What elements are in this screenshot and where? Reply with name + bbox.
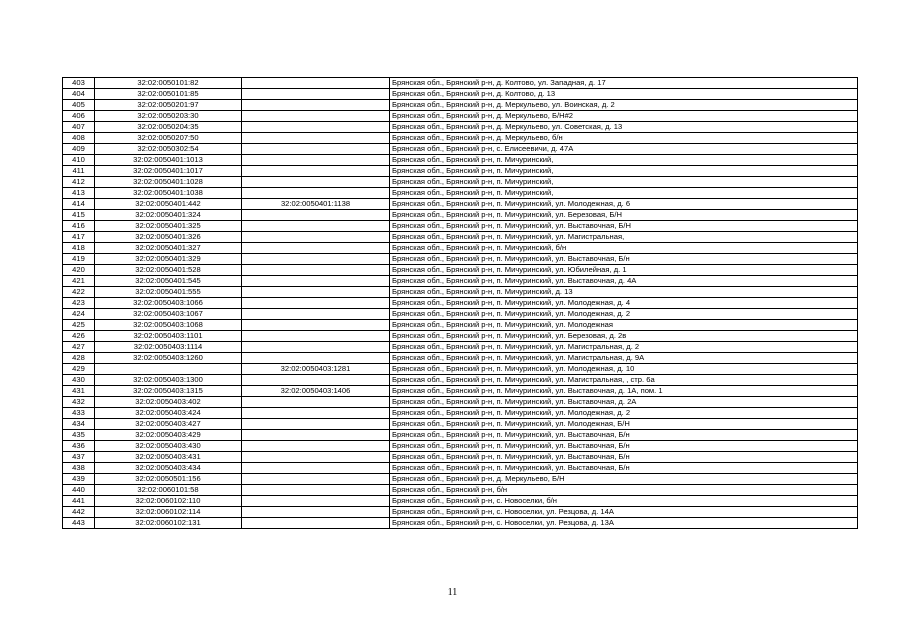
second-cadastral-number-cell: 32:02:0050401:1138: [242, 199, 390, 210]
second-cadastral-number-cell: [242, 518, 390, 529]
address-cell: Брянская обл., Брянский р-н, п. Мичуринский, д. 13: [390, 287, 858, 298]
row-number-cell: 411: [63, 166, 95, 177]
address-cell: Брянская обл., Брянский р-н, д. Меркульево, Б/Н#2: [390, 111, 858, 122]
table-row: [63, 177, 858, 188]
table-row: [63, 298, 858, 309]
address-cell: Брянская обл., Брянский р-н, п. Мичуринский, ул. Березовая, д. 2в: [390, 331, 858, 342]
second-cadastral-number-cell: [242, 331, 390, 342]
row-number-cell: 419: [63, 254, 95, 265]
address-cell: Брянская обл., Брянский р-н, п. Мичуринский, ул. Выставочная, Б/н: [390, 254, 858, 265]
address-cell: Брянская обл., Брянский р-н, п. Мичуринский, ул. Выставочная, д. 1А, пом. 1: [390, 386, 858, 397]
second-cadastral-number-cell: [242, 89, 390, 100]
row-number-cell: 442: [63, 507, 95, 518]
row-number-cell: 426: [63, 331, 95, 342]
table-row: [63, 78, 858, 89]
table-row: [63, 122, 858, 133]
cadastral-number-cell: 32:02:0050403:424: [95, 408, 242, 419]
second-cadastral-number-cell: [242, 221, 390, 232]
cadastral-number-cell: 32:02:0050302:54: [95, 144, 242, 155]
address-cell: Брянская обл., Брянский р-н, п. Мичуринский, ул. Выставочная, Б/Н: [390, 221, 858, 232]
second-cadastral-number-cell: [242, 144, 390, 155]
table-row: [63, 144, 858, 155]
table-row: [63, 133, 858, 144]
address-cell: Брянская обл., Брянский р-н, п. Мичуринский, ул. Молодежная, д. 4: [390, 298, 858, 309]
row-number-cell: 438: [63, 463, 95, 474]
cadastral-number-cell: 32:02:0050401:545: [95, 276, 242, 287]
table-row: [63, 89, 858, 100]
address-cell: Брянская обл., Брянский р-н, п. Мичуринский, ул. Выставочная, д. 4А: [390, 276, 858, 287]
table-row: [63, 331, 858, 342]
cadastral-number-cell: 32:02:0060102:110: [95, 496, 242, 507]
second-cadastral-number-cell: [242, 452, 390, 463]
address-cell: Брянская обл., Брянский р-н, п. Мичуринский, б/н: [390, 243, 858, 254]
row-number-cell: 418: [63, 243, 95, 254]
row-number-cell: 441: [63, 496, 95, 507]
address-cell: Брянская обл., Брянский р-н, д. Колтово, ул. Западная, д. 17: [390, 78, 858, 89]
address-cell: Брянская обл., Брянский р-н, п. Мичуринский, ул. Молодежная: [390, 320, 858, 331]
cadastral-number-cell: 32:02:0050403:434: [95, 463, 242, 474]
address-cell: Брянская обл., Брянский р-н, п. Мичуринский, ул. Магистральная,: [390, 232, 858, 243]
table-row: [63, 452, 858, 463]
cadastral-number-cell: 32:02:0050401:1028: [95, 177, 242, 188]
table-row: [63, 155, 858, 166]
second-cadastral-number-cell: [242, 507, 390, 518]
cadastral-number-cell: 32:02:0050403:1067: [95, 309, 242, 320]
second-cadastral-number-cell: [242, 375, 390, 386]
table-row: [63, 430, 858, 441]
row-number-cell: 417: [63, 232, 95, 243]
row-number-cell: 422: [63, 287, 95, 298]
cadastral-number-cell: 32:02:0050403:1260: [95, 353, 242, 364]
second-cadastral-number-cell: [242, 353, 390, 364]
second-cadastral-number-cell: [242, 155, 390, 166]
table-row: [63, 496, 858, 507]
row-number-cell: 414: [63, 199, 95, 210]
table-row: [63, 485, 858, 496]
row-number-cell: 412: [63, 177, 95, 188]
cadastral-number-cell: 32:02:0050401:442: [95, 199, 242, 210]
second-cadastral-number-cell: [242, 111, 390, 122]
row-number-cell: 420: [63, 265, 95, 276]
cadastral-number-cell: 32:02:0050101:85: [95, 89, 242, 100]
row-number-cell: 416: [63, 221, 95, 232]
cadastral-number-cell: 32:02:0060102:114: [95, 507, 242, 518]
cadastral-number-cell: 32:02:0050401:555: [95, 287, 242, 298]
address-cell: Брянская обл., Брянский р-н, с. Новоселки, ул. Резцова, д. 14А: [390, 507, 858, 518]
table-row: [63, 342, 858, 353]
address-cell: Брянская обл., Брянский р-н, д. Меркульево, ул. Воинская, д. 2: [390, 100, 858, 111]
table-row: [63, 353, 858, 364]
second-cadastral-number-cell: [242, 265, 390, 276]
row-number-cell: 408: [63, 133, 95, 144]
table-row: [63, 232, 858, 243]
second-cadastral-number-cell: [242, 408, 390, 419]
row-number-cell: 440: [63, 485, 95, 496]
second-cadastral-number-cell: [242, 276, 390, 287]
table-row: [63, 364, 858, 375]
second-cadastral-number-cell: [242, 320, 390, 331]
address-cell: Брянская обл., Брянский р-н, п. Мичуринский, ул. Молодежная, Б/Н: [390, 419, 858, 430]
table-row: [63, 463, 858, 474]
second-cadastral-number-cell: 32:02:0050403:1406: [242, 386, 390, 397]
table-row: [63, 100, 858, 111]
table-row: [63, 254, 858, 265]
cadastral-number-cell: 32:02:0050403:431: [95, 452, 242, 463]
cadastral-number-cell: 32:02:0050401:326: [95, 232, 242, 243]
row-number-cell: 433: [63, 408, 95, 419]
cadastral-number-cell: 32:02:0050207:50: [95, 133, 242, 144]
address-cell: Брянская обл., Брянский р-н, п. Мичуринский, ул. Молодежная, д. 2: [390, 408, 858, 419]
cadastral-number-cell: 32:02:0050401:1013: [95, 155, 242, 166]
table-row: [63, 243, 858, 254]
row-number-cell: 428: [63, 353, 95, 364]
cadastral-number-cell: 32:02:0050401:1017: [95, 166, 242, 177]
second-cadastral-number-cell: [242, 463, 390, 474]
address-cell: Брянская обл., Брянский р-н, п. Мичуринский, ул. Березовая, Б/Н: [390, 210, 858, 221]
row-number-cell: 415: [63, 210, 95, 221]
row-number-cell: 425: [63, 320, 95, 331]
address-cell: Брянская обл., Брянский р-н, п. Мичуринский, ул. Молодежная, д. 2: [390, 309, 858, 320]
row-number-cell: 434: [63, 419, 95, 430]
cadastral-number-cell: 32:02:0050403:1300: [95, 375, 242, 386]
row-number-cell: 427: [63, 342, 95, 353]
row-number-cell: 404: [63, 89, 95, 100]
row-number-cell: 410: [63, 155, 95, 166]
address-cell: Брянская обл., Брянский р-н, п. Мичуринский,: [390, 188, 858, 199]
table-row: [63, 166, 858, 177]
address-cell: Брянская обл., Брянский р-н, п. Мичуринский, ул. Выставочная, Б/н: [390, 452, 858, 463]
row-number-cell: 429: [63, 364, 95, 375]
second-cadastral-number-cell: [242, 177, 390, 188]
table-row: [63, 111, 858, 122]
table-row: [63, 375, 858, 386]
table-row: [63, 408, 858, 419]
second-cadastral-number-cell: [242, 309, 390, 320]
address-cell: Брянская обл., Брянский р-н, п. Мичуринский,: [390, 177, 858, 188]
cadastral-number-cell: 32:02:0050403:1114: [95, 342, 242, 353]
table-row: [63, 276, 858, 287]
table-row: [63, 320, 858, 331]
table-row: [63, 287, 858, 298]
second-cadastral-number-cell: [242, 210, 390, 221]
row-number-cell: 443: [63, 518, 95, 529]
cadastral-number-cell: 32:02:0050101:82: [95, 78, 242, 89]
table-row: [63, 419, 858, 430]
address-cell: Брянская обл., Брянский р-н, п. Мичуринский, ул. Магистральная, , стр. 6а: [390, 375, 858, 386]
cadastral-number-cell: 32:02:0050403:427: [95, 419, 242, 430]
second-cadastral-number-cell: [242, 485, 390, 496]
address-cell: Брянская обл., Брянский р-н, п. Мичуринский, ул. Выставочная, д. 2А: [390, 397, 858, 408]
second-cadastral-number-cell: [242, 474, 390, 485]
cadastral-number-cell: 32:02:0050403:402: [95, 397, 242, 408]
address-cell: Брянская обл., Брянский р-н, д. Меркульево, Б/Н: [390, 474, 858, 485]
second-cadastral-number-cell: [242, 298, 390, 309]
second-cadastral-number-cell: [242, 430, 390, 441]
address-cell: Брянская обл., Брянский р-н, п. Мичуринский, ул. Выставочная, Б/н: [390, 430, 858, 441]
cadastral-number-cell: 32:02:0050403:1315: [95, 386, 242, 397]
address-cell: Брянская обл., Брянский р-н, п. Мичуринский, ул. Юбилейная, д. 1: [390, 265, 858, 276]
second-cadastral-number-cell: [242, 496, 390, 507]
table-row: [63, 309, 858, 320]
address-cell: Брянская обл., Брянский р-н, п. Мичуринский, ул. Магистральная, д. 9А: [390, 353, 858, 364]
table-row: [63, 221, 858, 232]
cadastral-number-cell: 32:02:0050403:1066: [95, 298, 242, 309]
table-row: [63, 210, 858, 221]
address-cell: Брянская обл., Брянский р-н, д. Меркульево, ул. Советская, д. 13: [390, 122, 858, 133]
address-cell: Брянская обл., Брянский р-н, п. Мичуринский,: [390, 155, 858, 166]
cadastral-number-cell: [95, 364, 242, 375]
second-cadastral-number-cell: [242, 254, 390, 265]
table-row: [63, 199, 858, 210]
table-row: [63, 397, 858, 408]
second-cadastral-number-cell: [242, 287, 390, 298]
table-row: [63, 386, 858, 397]
row-number-cell: 431: [63, 386, 95, 397]
row-number-cell: 413: [63, 188, 95, 199]
page-number: 11: [447, 587, 458, 598]
address-cell: Брянская обл., Брянский р-н, с. Новоселки, б/н: [390, 496, 858, 507]
second-cadastral-number-cell: [242, 419, 390, 430]
row-number-cell: 439: [63, 474, 95, 485]
address-cell: Брянская обл., Брянский р-н, с. Новоселки, ул. Резцова, д. 13А: [390, 518, 858, 529]
cadastral-number-cell: 32:02:0050401:1038: [95, 188, 242, 199]
cadastral-number-cell: 32:02:0050401:327: [95, 243, 242, 254]
second-cadastral-number-cell: [242, 78, 390, 89]
second-cadastral-number-cell: 32:02:0050403:1281: [242, 364, 390, 375]
table-row: [63, 518, 858, 529]
cadastral-number-cell: 32:02:0050203:30: [95, 111, 242, 122]
table-row: [63, 474, 858, 485]
row-number-cell: 406: [63, 111, 95, 122]
registry-table: [62, 77, 858, 529]
address-cell: Брянская обл., Брянский р-н, д. Меркульево, б/н: [390, 133, 858, 144]
cadastral-number-cell: 32:02:0050401:528: [95, 265, 242, 276]
row-number-cell: 435: [63, 430, 95, 441]
row-number-cell: 405: [63, 100, 95, 111]
row-number-cell: 436: [63, 441, 95, 452]
row-number-cell: 407: [63, 122, 95, 133]
table-row: [63, 188, 858, 199]
second-cadastral-number-cell: [242, 188, 390, 199]
row-number-cell: 421: [63, 276, 95, 287]
cadastral-number-cell: 32:02:0050401:324: [95, 210, 242, 221]
second-cadastral-number-cell: [242, 100, 390, 111]
row-number-cell: 403: [63, 78, 95, 89]
address-cell: Брянская обл., Брянский р-н, с. Елисеевичи, д. 47А: [390, 144, 858, 155]
cadastral-number-cell: 32:02:0050401:329: [95, 254, 242, 265]
second-cadastral-number-cell: [242, 232, 390, 243]
address-cell: Брянская обл., Брянский р-н, п. Мичуринский,: [390, 166, 858, 177]
second-cadastral-number-cell: [242, 243, 390, 254]
address-cell: Брянская обл., Брянский р-н, д. Колтово, д. 13: [390, 89, 858, 100]
row-number-cell: 437: [63, 452, 95, 463]
table-row: [63, 265, 858, 276]
address-cell: Брянская обл., Брянский р-н, п. Мичуринский, ул. Выставочная, Б/н: [390, 441, 858, 452]
address-cell: Брянская обл., Брянский р-н, б/н: [390, 485, 858, 496]
second-cadastral-number-cell: [242, 166, 390, 177]
second-cadastral-number-cell: [242, 133, 390, 144]
table-row: [63, 507, 858, 518]
table-row: [63, 441, 858, 452]
cadastral-number-cell: 32:02:0050501:156: [95, 474, 242, 485]
cadastral-number-cell: 32:02:0050201:97: [95, 100, 242, 111]
cadastral-number-cell: 32:02:0060102:131: [95, 518, 242, 529]
cadastral-number-cell: 32:02:0050403:429: [95, 430, 242, 441]
second-cadastral-number-cell: [242, 397, 390, 408]
address-cell: Брянская обл., Брянский р-н, п. Мичуринский, ул. Выставочная, Б/н: [390, 463, 858, 474]
registry-table-body: [63, 78, 858, 529]
address-cell: Брянская обл., Брянский р-н, п. Мичуринский, ул. Магистральная, д. 2: [390, 342, 858, 353]
second-cadastral-number-cell: [242, 441, 390, 452]
second-cadastral-number-cell: [242, 122, 390, 133]
row-number-cell: 409: [63, 144, 95, 155]
address-cell: Брянская обл., Брянский р-н, п. Мичуринский, ул. Молодежная, д. 10: [390, 364, 858, 375]
row-number-cell: 432: [63, 397, 95, 408]
cadastral-number-cell: 32:02:0050403:430: [95, 441, 242, 452]
cadastral-number-cell: 32:02:0050204:35: [95, 122, 242, 133]
cadastral-number-cell: 32:02:0050401:325: [95, 221, 242, 232]
row-number-cell: 423: [63, 298, 95, 309]
cadastral-number-cell: 32:02:0050403:1068: [95, 320, 242, 331]
row-number-cell: 430: [63, 375, 95, 386]
second-cadastral-number-cell: [242, 342, 390, 353]
cadastral-number-cell: 32:02:0060101:58: [95, 485, 242, 496]
address-cell: Брянская обл., Брянский р-н, п. Мичуринский, ул. Молодежная, д. 6: [390, 199, 858, 210]
cadastral-number-cell: 32:02:0050403:1101: [95, 331, 242, 342]
row-number-cell: 424: [63, 309, 95, 320]
